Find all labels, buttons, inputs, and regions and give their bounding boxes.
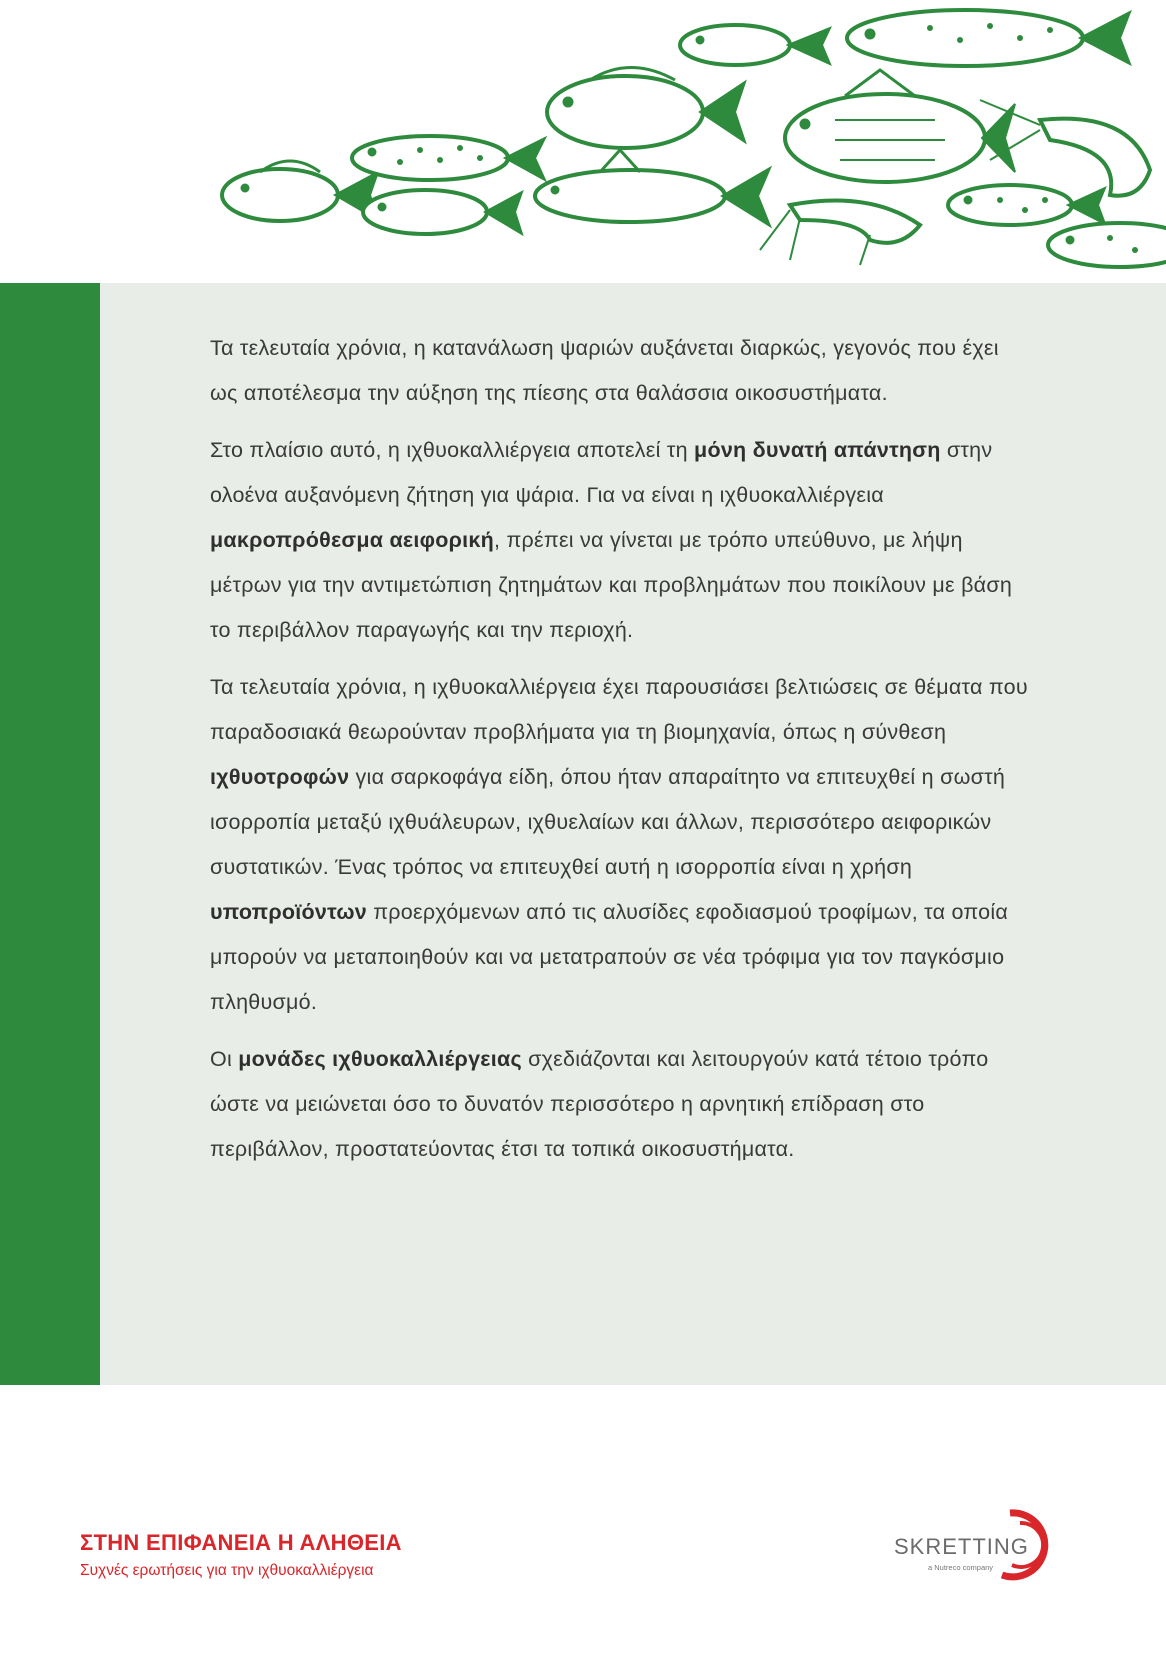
logo-tagline: a Nutreco company xyxy=(928,1563,994,1572)
fish-icon xyxy=(547,68,745,149)
paragraph: Οι μονάδες ιχθυοκαλλιέργειας σχεδιάζονται και λειτουργούν κατά τέτοιο τρόπο ώστε να μειώνεται όσο το δυνατόν περισσότερο η αρνητική επίδραση στο περιβάλλον, προστατεύοντας έτσι τα τοπικά οικοσυστήματα. xyxy=(210,1047,989,1161)
paragraph: Τα τελευταία χρόνια, η ιχθυοκαλλιέργεια έχει παρουσιάσει βελτιώσεις σε θέματα που παραδοσιακά θεωρούνταν προβλήματα για τη βιομηχανία, όπως η σύνθεση ιχθυοτροφών για σαρκοφάγα είδη, όπου ήταν απαραίτητο να επιτευχθεί η σωστή ισορροπία μεταξύ ιχθυάλευρων, ιχθυελαίων και άλλων, περισσότερο αειφορικών συστατικών. Ένας τρόπος να επιτευχθεί αυτή η ισορροπία είναι η χρήση υποπροϊόντων προερχόμενων από τις αλυσίδες εφοδιασμού τροφίμων, τα οποία μπορούν να μεταποιηθούν και να μετατραπούν σε νέα τρόφιμα για τον παγκόσμιο πληθυσμό. xyxy=(210,675,1028,1014)
logo-wordmark: SKRETTING xyxy=(894,1534,1029,1559)
emphasis: ιχθυοτροφών xyxy=(210,765,350,789)
paragraph: Στο πλαίσιο αυτό, η ιχθυοκαλλιέργεια αποτελεί τη μόνη δυνατή απάντηση στην ολοένα αυξανόμενη ζήτηση για ψάρια. Για να είναι η ιχθυοκαλλιέργεια μακροπρόθεσμα αειφορική, πρέπει να γίνεται με τρόπο υπεύθυνο, με λήψη μέτρων για την αντιμετώπιση ζητημάτων και προβλημάτων που ποικίλουν με βάση το περιβάλλον παραγωγής και την περιοχή. xyxy=(210,438,1013,642)
emphasis: μακροπρόθεσμα αειφορική xyxy=(210,528,495,552)
fish-icon xyxy=(535,150,770,226)
fish-icon xyxy=(363,190,522,234)
side-accent-band xyxy=(0,283,100,1385)
fish-icon xyxy=(847,10,1130,66)
fish-illustration-icon xyxy=(0,0,1166,285)
paragraph: Τα τελευταία χρόνια, η κατανάλωση ψαριών αυξάνεται διαρκώς, γεγονός που έχει ως αποτέλεσμα την αύξηση της πίεσης στα θαλάσσια οικοσυστήματα. xyxy=(210,336,999,405)
emphasis: μόνη δυνατή απάντηση xyxy=(694,438,941,462)
fish-icon xyxy=(948,185,1105,225)
fish-icon xyxy=(352,136,545,180)
footer-subtitle: Συχνές ερωτήσεις για την ιχθυοκαλλιέργεια xyxy=(80,1562,374,1579)
fish-icon xyxy=(785,70,1015,182)
fish-icon xyxy=(222,161,378,221)
shrimp-icon xyxy=(760,201,920,266)
emphasis: υποπροϊόντων xyxy=(210,900,367,924)
footer-title: ΣΤΗΝ ΕΠΙΦΑΝΕΙΑ Η ΑΛΗΘΕΙΑ xyxy=(80,1530,402,1555)
body-text xyxy=(210,326,1030,1184)
emphasis: μονάδες ιχθυοκαλλιέργειας xyxy=(238,1047,522,1071)
fish-icon xyxy=(680,25,830,65)
fish-icon xyxy=(1048,223,1166,267)
